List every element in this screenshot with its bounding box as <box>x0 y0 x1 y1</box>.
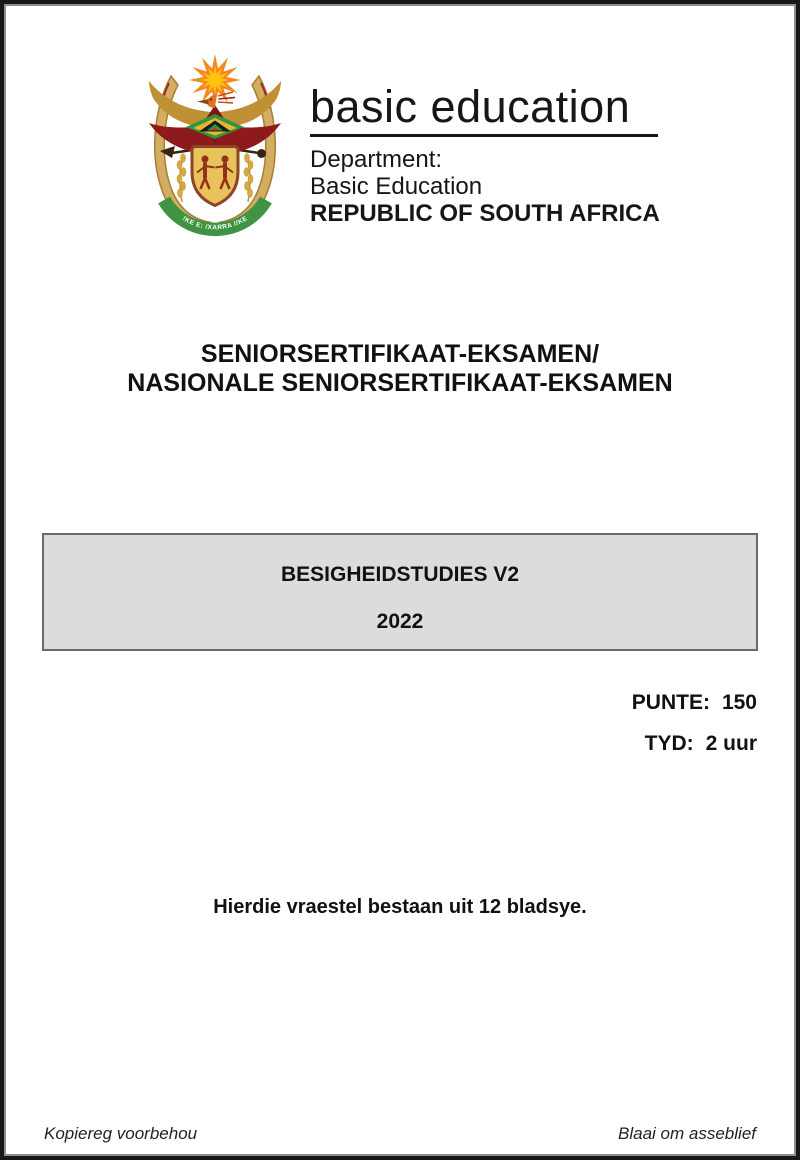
exam-title <box>4 340 796 398</box>
wheat-left <box>177 154 186 203</box>
exam-title-line1: SENIORSERTIFIKAAT-EKSAMEN/ <box>200 340 600 368</box>
time-row <box>632 733 757 755</box>
page-count-note: Hierdie vraestel bestaan uit 12 bladsye. <box>213 896 587 918</box>
country-name: REPUBLIC OF SOUTH AFRICA <box>310 200 660 227</box>
time-value: 2 uur <box>705 732 757 755</box>
subject-name: BESIGHEIDSTUDIES V2 <box>280 563 520 586</box>
shield <box>192 147 238 206</box>
coat-motto-textpath: !KE E: /XARRA //KE <box>181 215 249 232</box>
copyright-notice: Kopiereg voorbehou <box>44 1124 198 1143</box>
department-lines <box>310 146 690 227</box>
exam-title-line2: NASIONALE SENIORSERTIFIKAAT-EKSAMEN <box>127 369 673 397</box>
sun-core <box>201 66 230 95</box>
marks-label: PUNTE: <box>631 691 710 714</box>
wordmark: basic education <box>310 81 631 132</box>
wheat-right <box>244 154 253 203</box>
exam-details <box>632 692 757 755</box>
turn-over-instruction: Blaai om asseblief <box>618 1124 756 1143</box>
knobkierie-knob <box>257 149 266 158</box>
marks-value: 150 <box>721 691 757 714</box>
time-label: TYD: <box>644 732 694 755</box>
exam-year: 2022 <box>376 610 424 633</box>
south-africa-coat-of-arms-icon <box>140 52 290 242</box>
wordmark-underline <box>310 134 658 137</box>
department-name: Basic Education <box>310 173 483 200</box>
subject-box <box>42 533 758 651</box>
department-label: Department: <box>310 146 443 173</box>
marks-row <box>632 692 757 714</box>
department-header <box>310 81 690 227</box>
